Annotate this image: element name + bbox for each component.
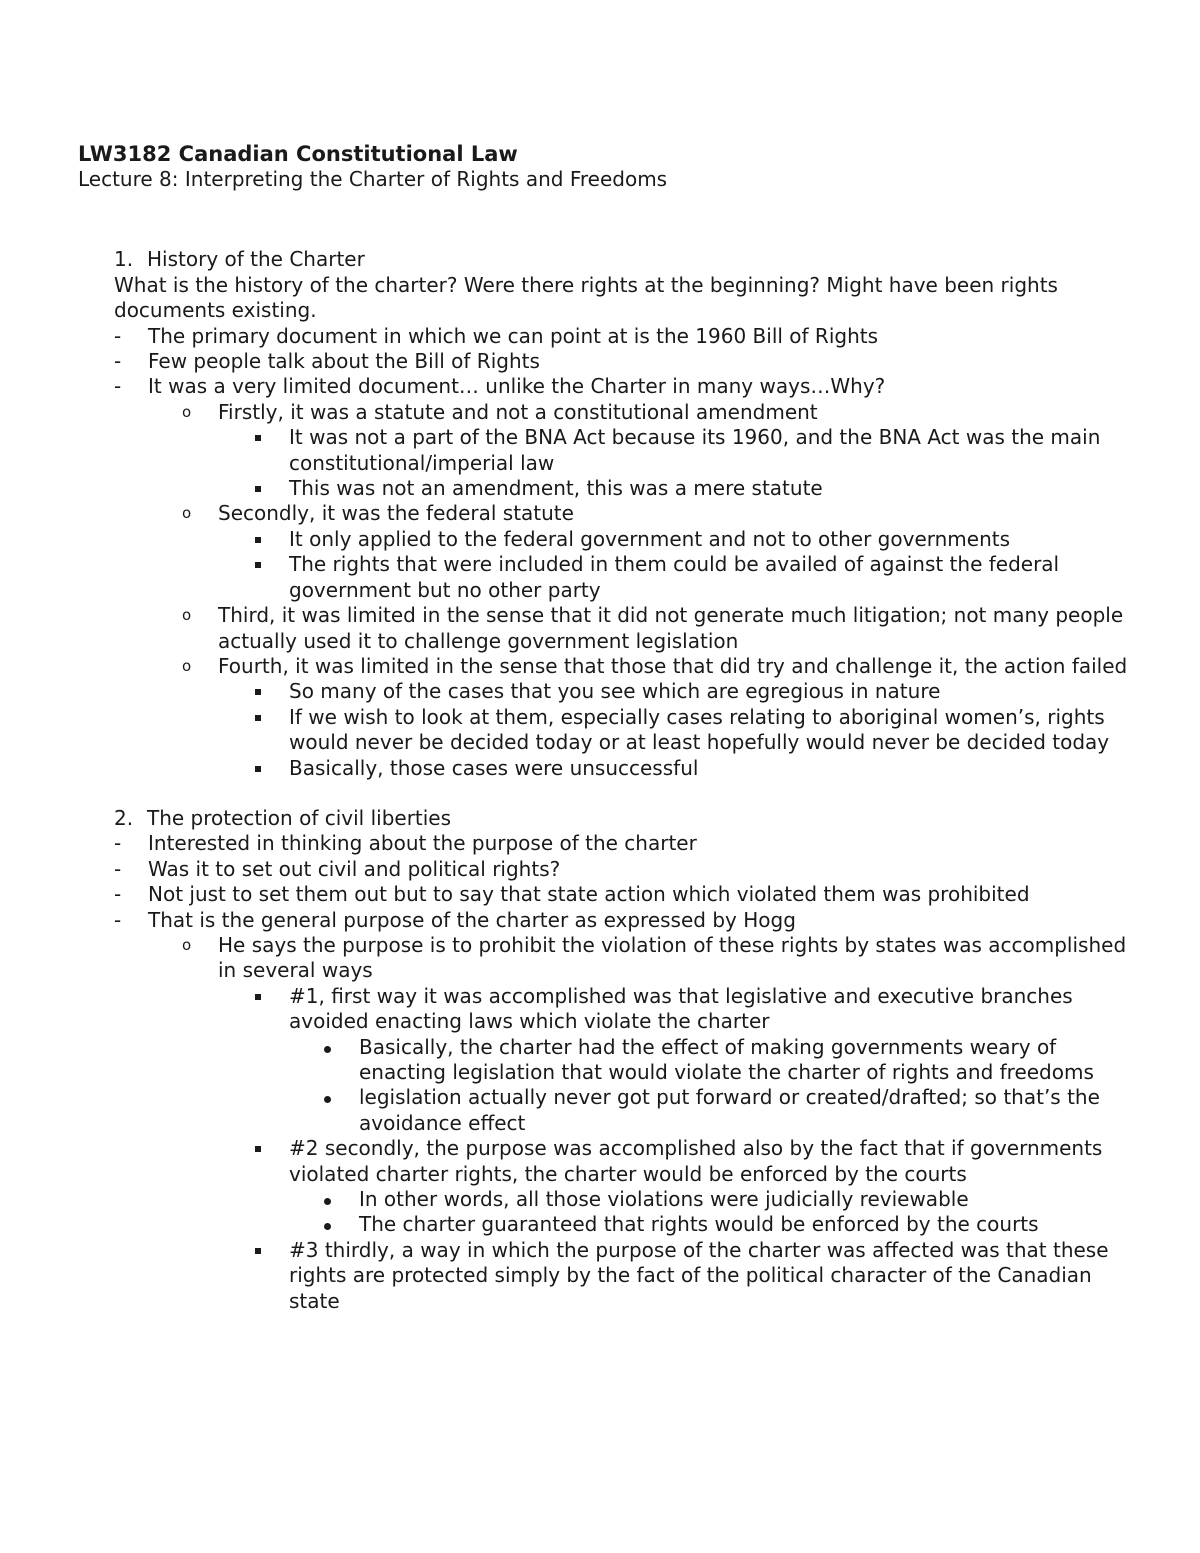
section-1-title: History of the Charter (147, 247, 365, 272)
round-bullet-icon (324, 1085, 331, 1110)
round-bullet-icon (324, 1035, 331, 1060)
list-item: #2 secondly, the purpose was accomplished also by the fact that if governments violated charter rights, the charter would be enforced by the courts (78, 1136, 1138, 1187)
list-item: - That is the general purpose of the charter as expressed by Hogg (114, 907, 796, 932)
dash-bullet: - (114, 374, 122, 399)
list-item: o Third, it was limited in the sense that it did not generate much litigation; not many people actually used it to challenge government legislation (182, 603, 1124, 653)
square-bullet-icon (255, 705, 261, 730)
square-bullet-icon (255, 756, 261, 781)
list-item: If we wish to look at them, especially cases relating to aboriginal women’s, rights would never be decided today or at least hopefully would never be decided today (78, 705, 1138, 756)
list-item: - Was it to set out civil and political rights? (114, 856, 561, 881)
section-1-number: 1. (114, 247, 134, 272)
square-bullet-icon (255, 1238, 261, 1263)
list-item: - Not just to set them out but to say that state action which violated them was prohibited (114, 882, 1030, 907)
square-bullet-icon (255, 984, 261, 1009)
dash-bullet: - (114, 349, 122, 374)
list-item: o He says the purpose is to prohibit the violation of these rights by states was accomplished in several ways (182, 932, 1127, 983)
square-bullet-icon (255, 425, 261, 450)
square-bullet-icon (255, 679, 261, 704)
section-2-heading (114, 806, 1138, 831)
list-item: It was not a part of the BNA Act because its 1960, and the BNA Act was the main constitutional/imperial law (78, 425, 1138, 476)
dash-bullet: - (114, 882, 122, 907)
square-bullet-icon (255, 527, 261, 552)
list-item: #3 thirdly, a way in which the purpose of the charter was affected was that these rights are protected simply by the fact of the political character of the Canadian state (78, 1238, 1138, 1314)
list-item: #1, first way it was accomplished was that legislative and executive branches avoided enacting laws which violate the charter (78, 984, 1138, 1035)
round-bullet-icon (324, 1187, 331, 1212)
dash-bullet: - (114, 907, 122, 932)
list-item: legislation actually never got put forward or created/drafted; so that’s the avoidance effect (78, 1085, 1138, 1136)
list-item: In other words, all those violations were judicially reviewable (78, 1187, 1138, 1212)
square-bullet-icon (255, 1136, 261, 1161)
square-bullet-icon (255, 552, 261, 577)
list-item: It only applied to the federal government and not to other governments (78, 527, 1138, 552)
circle-bullet: o (182, 402, 192, 421)
circle-bullet: o (182, 935, 192, 954)
section-2-title: The protection of civil liberties (147, 805, 452, 830)
round-bullet-icon (324, 1212, 331, 1237)
section-2-number: 2. (114, 805, 134, 830)
list-item: Basically, those cases were unsuccessful (78, 756, 1138, 781)
dash-bullet: - (114, 856, 122, 881)
circle-bullet: o (182, 606, 192, 625)
list-item: Basically, the charter had the effect of making governments weary of enacting legislation that would violate the charter of rights and freedoms (78, 1035, 1138, 1086)
section-1-heading (114, 247, 1138, 272)
list-item: o Secondly, it was the federal statute (182, 501, 574, 526)
list-item: The rights that were included in them could be availed of against the federal government but no other party (78, 552, 1138, 603)
circle-bullet: o (182, 504, 192, 523)
list-item: This was not an amendment, this was a mere statute (78, 476, 1138, 501)
document-subtitle: Lecture 8: Interpreting the Charter of Rights and Freedoms (78, 167, 668, 191)
dash-bullet: - (114, 323, 122, 348)
document-title: LW3182 Canadian Constitutional Law (78, 142, 518, 166)
list-item: - Interested in thinking about the purpose of the charter (114, 831, 697, 856)
list-item: The charter guaranteed that rights would be enforced by the courts (78, 1212, 1138, 1237)
list-item: So many of the cases that you see which are egregious in nature (78, 679, 1138, 704)
section-1-intro: What is the history of the charter? Were there rights at the beginning? Might have been rights documents existing. (114, 272, 1058, 323)
list-item: - It was a very limited document… unlike the Charter in many ways…Why? (114, 374, 886, 399)
square-bullet-icon (255, 476, 261, 501)
list-item: - Few people talk about the Bill of Rights (114, 349, 540, 374)
document-body (78, 141, 1138, 1314)
circle-bullet: o (182, 656, 192, 675)
list-item: o Fourth, it was limited in the sense that those that did try and challenge it, the action failed (182, 653, 1128, 678)
section-spacer (78, 781, 1138, 806)
list-item: o Firstly, it was a statute and not a constitutional amendment (182, 399, 818, 424)
dash-bullet: - (114, 831, 122, 856)
list-item: - The primary document in which we can point at is the 1960 Bill of Rights (114, 323, 879, 348)
